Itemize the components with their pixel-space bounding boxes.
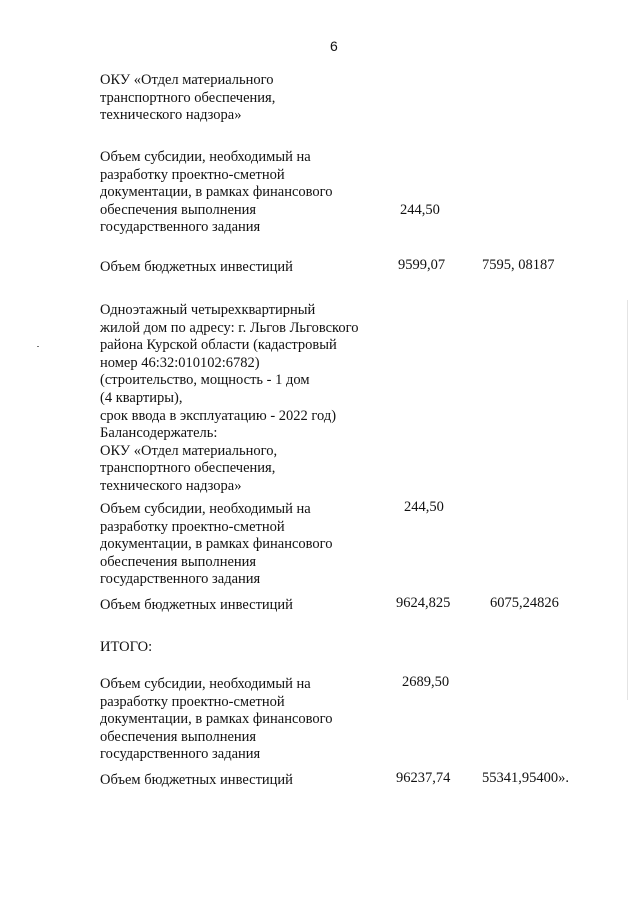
total-heading: ИТОГО: (100, 639, 153, 655)
scan-edge-shadow (627, 300, 628, 700)
section1-subsidy-value: 244,50 (400, 202, 440, 218)
page-number: 6 (330, 38, 338, 54)
scan-speck (37, 346, 39, 347)
section2-object-description: Одноэтажный четырехквартирный жилой дом по адресу: г. Льгов Льговского района Курской области (кадастровый номер 46:32:010102:6782) (строительство, мощность - 1 дом (4 квартиры), срок ввода в эксплуатацию - 2022 год) Балансодержатель: ОКУ «Отдел материального, транспортного обеспечения, технического надзора» (100, 302, 359, 494)
total-investment-label: Объем бюджетных инвестиций (100, 772, 293, 788)
section1-subsidy-label: Объем субсидии, необходимый на разработку проектно-сметной документации, в рамках финансового обеспечения выполнения государственного задания (100, 149, 333, 236)
total-subsidy-label: Объем субсидии, необходимый на разработку проектно-сметной документации, в рамках финансового обеспечения выполнения государственного задания (100, 676, 333, 763)
section2-investment-value-2: 6075,24826 (490, 595, 559, 611)
section2-investment-label: Объем бюджетных инвестиций (100, 597, 293, 613)
section1-investment-value-2: 7595, 08187 (482, 257, 555, 273)
section2-subsidy-value: 244,50 (404, 499, 444, 515)
section2-investment-value: 9624,825 (396, 595, 451, 611)
section1-investment-value: 9599,07 (398, 257, 446, 273)
total-investment-value-2: 55341,95400». (482, 770, 569, 786)
total-subsidy-value: 2689,50 (402, 674, 450, 690)
section2-subsidy-label: Объем субсидии, необходимый на разработку проектно-сметной документации, в рамках финансового обеспечения выполнения государственного задания (100, 501, 333, 588)
section1-investment-label: Объем бюджетных инвестиций (100, 259, 293, 275)
total-investment-value: 96237,74 (396, 770, 451, 786)
header-organization: ОКУ «Отдел материального транспортного обеспечения, технического надзора» (100, 72, 276, 124)
